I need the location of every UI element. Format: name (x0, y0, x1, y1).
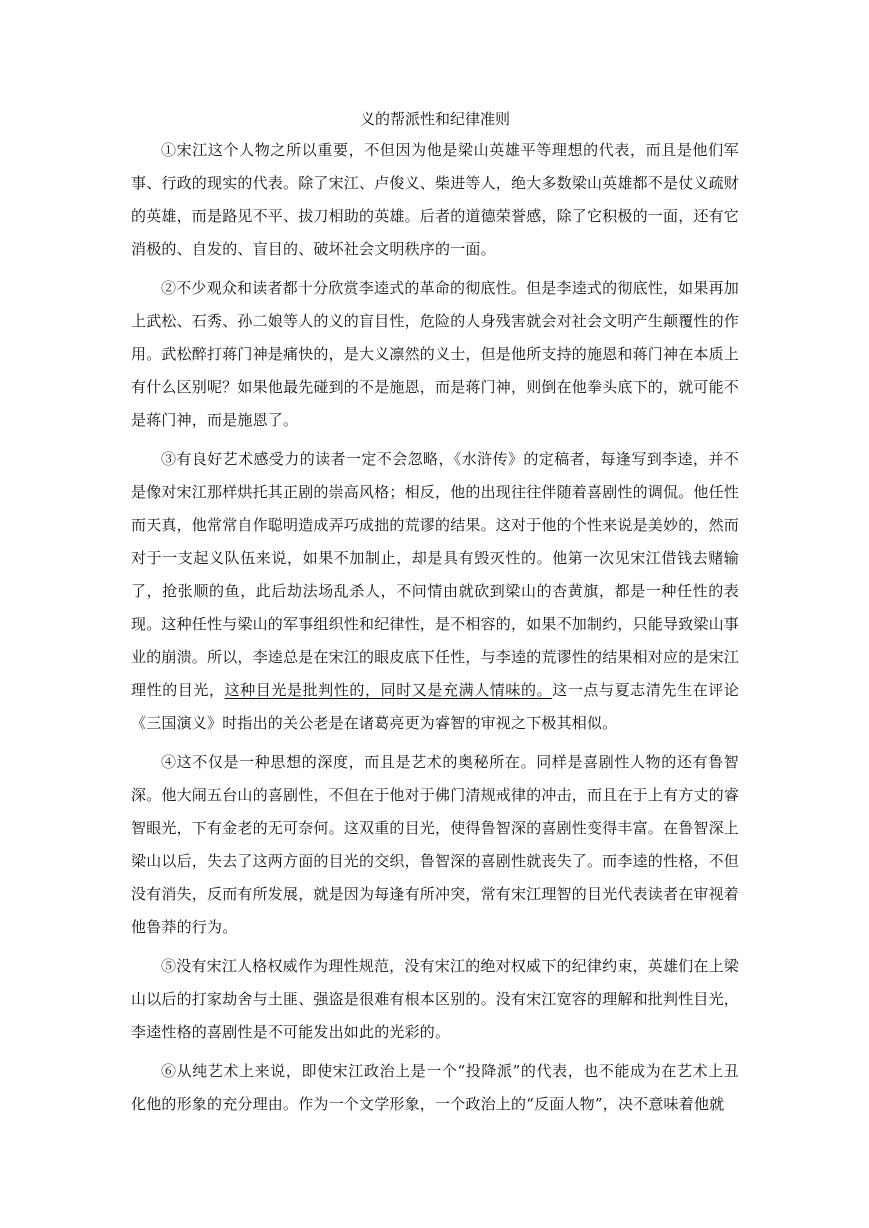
underlined-sentence: 这种目光是批判性的，同时又是充满人情味的。 (224, 681, 553, 699)
paragraph-3 (131, 443, 739, 740)
paragraph-3-before: ③有良好艺术感受力的读者一定不会忽略，《水浒传》的定稿者，每逢写到李逵，并不是像对宋江那样烘托其正剧的崇高风格；相反，他的出现往往伴随着喜剧性的调侃。他任性而天真，他常常自作聪明造成弄巧成拙的荒谬的结果。这对于他的个性来说是美妙的，然而对于一支起义队伍来说，如果不加制止，却是具有毁灭性的。他第一次见宋江借钱去赌输了，抢张顺的鱼，此后劫法场乱杀人，不问情由就砍到梁山的杏黄旗，都是一种任性的表现。这种任性与梁山的军事组织性和纪律性，是不相容的，如果不加制约，只能导致梁山事业的崩溃。所以，李逵总是在宋江的眼皮底下任性，与李逵的荒谬性的结果相对应的是宋江理性的目光， (131, 450, 740, 699)
document-page (131, 106, 739, 1127)
paragraph-2: ②不少观众和读者都十分欣赏李逵式的革命的彻底性。但是李逵式的彻底性，如果再加上武松、石秀、孙二娘等人的义的盲目性，危险的人身残害就会对社会文明产生颠覆性的作用。武松醉打蒋门神是痛快的，是大义凛然的义士，但是他所支持的施恩和蒋门神在本质上有什么区别呢？如果他最先碰到的不是施恩，而是蒋门神，则倒在他拳头底下的，就可能不是蒋门神，而是施恩了。 (131, 279, 740, 429)
paragraph-4: ④这不仅是一种思想的深度，而且是艺术的奥秘所在。同样是喜剧性人物的还有鲁智深。他大闹五台山的喜剧性，不但在于他对于佛门清规戒律的冲击，而且在于上有方丈的睿智眼光，下有金老的无可奈何。这双重的目光，使得鲁智深的喜剧性变得丰富。在鲁智深上梁山以后，失去了这两方面的目光的交织，鲁智深的喜剧性就丧失了。而李逵的性格，不但没有消失，反而有所发展，就是因为每逢有所冲突，常有宋江理智的目光代表读者在审视着他鲁莽的行为。 (131, 753, 740, 936)
paragraph-5: ⑤没有宋江人格权威作为理性规范，没有宋江的绝对权威下的纪律约束，英雄们在上梁山以后的打家劫舍与土匪、强盗是很难有根本区别的。没有宋江宽容的理解和批判性目光，李逵性格的喜剧性是不可能发出如此的光彩的。 (131, 957, 740, 1041)
paragraph-1: ①宋江这个人物之所以重要，不但因为他是梁山英雄平等理想的代表，而且是他们军事、行政的现实的代表。除了宋江、卢俊义、柴进等人，绝大多数梁山英雄都不是仗义疏财的英雄，而是路见不平、拔刀相助的英雄。后者的道德荣誉感，除了它积极的一面，还有它消极的、自发的、盲目的、破坏社会文明秩序的一面。 (131, 141, 740, 258)
paragraph-3-after: 这一点与夏志清先生在评论《三国演义》时指出的关公老是在诸葛亮更为睿智的审视之下极其相似。 (131, 681, 740, 732)
document-title: 义的帮派性和纪律准则 (359, 110, 510, 128)
paragraph-6: ⑥从纯艺术上来说，即使宋江政治上是一个“投降派”的代表，也不能成为在艺术上丑化他的形象的充分理由。作为一个文学形象，一个政治上的“反面人物”，决不意味着他就 (131, 1062, 739, 1113)
